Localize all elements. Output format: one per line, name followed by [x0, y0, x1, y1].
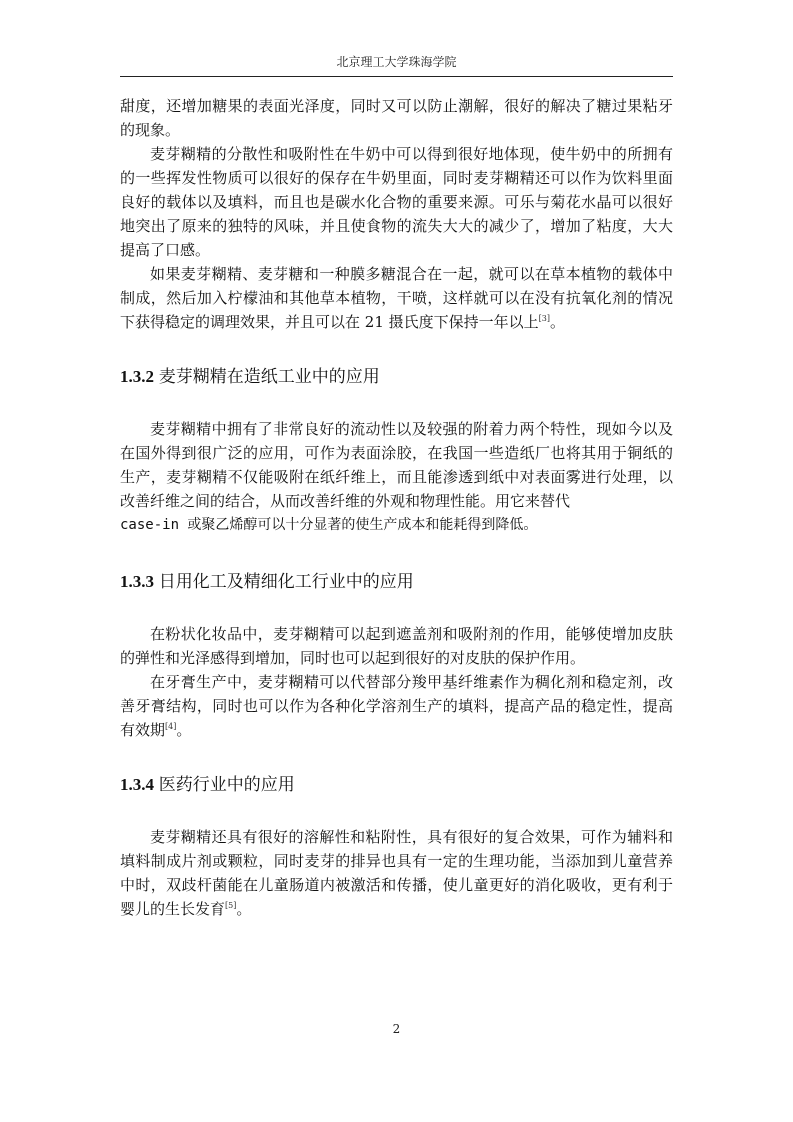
section-title: 日用化工及精细化工行业中的应用 — [154, 572, 414, 591]
paragraph-herbal-carrier — [120, 262, 673, 334]
section-number: 1.3.4 — [120, 775, 154, 794]
section-heading-1-3-3 — [120, 569, 673, 595]
citation-3: [3] — [538, 314, 550, 323]
paragraph-toothpaste — [120, 670, 673, 742]
paragraph-text: 在牙膏生产中，麦芽糊精可以代替部分羧甲基纤维素作为稠化剂和稳定剂，改善牙膏结构，同时也可以作为各种化学溶剂生产的填料，提高产品的稳定性，提高有效期 — [120, 673, 673, 739]
page-number: 2 — [392, 1022, 401, 1036]
page-body — [120, 94, 673, 921]
citation-5: [5] — [225, 901, 237, 910]
section-title: 医药行业中的应用 — [154, 775, 295, 794]
paragraph-milk-beverage: 麦芽糊精的分散性和吸附性在牛奶中可以得到很好地体现，使牛奶中的所拥有的一些挥发性物质可以很好的保存在牛奶里面，同时麦芽糊精还可以作为饮料里面良好的载体以及填料，而且也是碳水化合物的重要来源。可乐与菊花水晶可以很好地突出了原来的独特的风味，并且使食物的流失大大的减少了，增加了粘度，大大提高了口感。 — [120, 145, 673, 259]
paragraph-end: 。 — [236, 900, 252, 918]
running-header: 北京理工大学珠海学院 — [336, 55, 457, 69]
paragraph-end: 。 — [176, 721, 192, 739]
paragraph-text: 麦芽糊精还具有很好的溶解性和粘附性，具有很好的复合效果，可作为辅料和填料制成片剂或颗粒，同时麦芽的排异也具有一定的生理功能，当添加到儿童营养中时，双歧杆菌能在儿童肠道内被激活和传播，使儿童更好的消化吸收，更有利于婴儿的生长发育 — [120, 828, 673, 918]
paragraph-continued: 甜度，还增加糖果的表面光泽度，同时又可以防止潮解，很好的解决了糖过果粘牙的现象。 — [120, 97, 673, 139]
paragraph-pharmaceutical — [120, 825, 673, 921]
paragraph-papermaking: 麦芽糊精中拥有了非常良好的流动性以及较强的附着力两个特性，现如今以及在国外得到很广泛的应用，可作为表面涂胶，在我国一些造纸厂也将其用于铜纸的生产，麦芽糊精不仅能吸附在纸纤维上，而且能渗透到纸中对表面雾进行处理，以改善纤维之间的结合，从而改善纤维的外观和物理性能。用它来替代 — [120, 420, 673, 510]
section-number: 1.3.2 — [120, 367, 154, 386]
section-title: 麦芽糊精在造纸工业中的应用 — [154, 367, 380, 386]
paragraph-text: 如果麦芽糊精、麦芽糖和一种膜多糖混合在一起，就可以在草本植物的载体中制成，然后加入柠檬油和其他草本植物，干喷，这样就可以在没有抗氧化剂的情况下获得稳定的调理效果，并且可以在 21 摄氏度下保持一年以上 — [120, 265, 673, 331]
paragraph-papermaking-line2: case-in 或聚乙烯醇可以十分显著的使生产成本和能耗得到降低。 — [120, 517, 538, 533]
header-rule — [120, 76, 673, 77]
section-heading-1-3-2 — [120, 364, 673, 390]
section-number: 1.3.3 — [120, 572, 154, 591]
paragraph-end: 。 — [549, 313, 565, 331]
citation-4: [4] — [165, 722, 177, 731]
paragraph-cosmetics: 在粉状化妆品中，麦芽糊精可以起到遮盖剂和吸附剂的作用，能够使增加皮肤的弹性和光泽感得到增加，同时也可以起到很好的对皮肤的保护作用。 — [120, 625, 673, 667]
section-heading-1-3-4 — [120, 772, 673, 798]
